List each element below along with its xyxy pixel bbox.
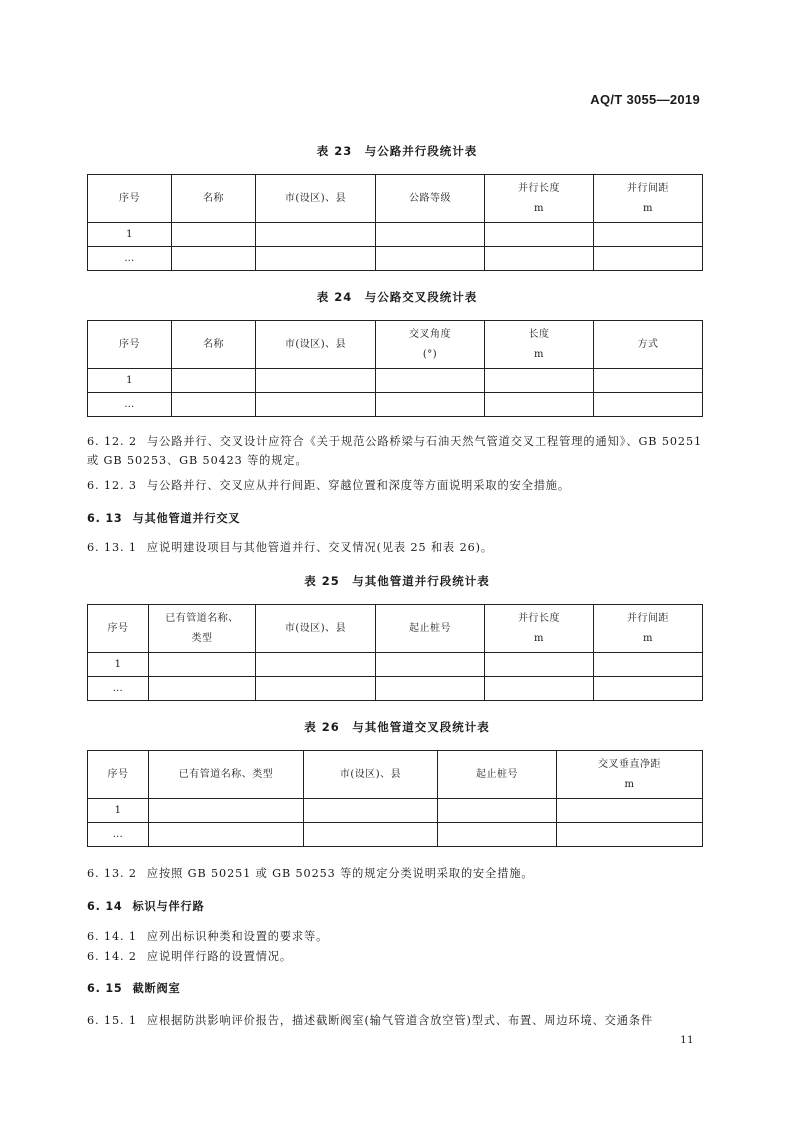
cell: [256, 677, 376, 701]
cell: [256, 369, 376, 393]
table-26-caption: 表 26 与其他管道交叉段统计表: [304, 720, 490, 734]
header-cell: 名称: [172, 321, 256, 369]
table-row: [88, 677, 703, 701]
cell: [304, 799, 438, 823]
cell: 1: [88, 223, 172, 247]
cell: [376, 247, 485, 271]
header-cell: 并行长度 m: [485, 605, 594, 653]
cell: [557, 823, 703, 847]
cell: [485, 223, 594, 247]
header-cell: 已有管道名称、 类型: [149, 605, 256, 653]
cell: [172, 393, 256, 417]
table-26: [87, 750, 703, 847]
table-25-caption: 表 25 与其他管道并行段统计表: [304, 574, 490, 588]
header-cell: 公路等级: [376, 175, 485, 223]
cell: [149, 799, 304, 823]
cell: [376, 223, 485, 247]
table-row: [88, 799, 703, 823]
header-cell: 交叉角度 (°): [376, 321, 485, 369]
cell: [256, 653, 376, 677]
header-cell: 名称: [172, 175, 256, 223]
cell: [256, 393, 376, 417]
table-row: [88, 247, 703, 271]
table-row: [88, 823, 703, 847]
header-cell: 方式: [594, 321, 703, 369]
header-cell: 市(设区)、县: [304, 751, 438, 799]
header-cell: 起止桩号: [438, 751, 557, 799]
header-cell: 已有管道名称、类型: [149, 751, 304, 799]
header-cell: 起止桩号: [376, 605, 485, 653]
header-cell: 市(设区)、县: [256, 321, 376, 369]
cell: [594, 223, 703, 247]
header-cell: 序号: [88, 605, 149, 653]
cell: [485, 653, 594, 677]
cell: 1: [88, 799, 149, 823]
header-cell: 并行长度 m: [485, 175, 594, 223]
cell: [256, 247, 376, 271]
header-cell: 序号: [88, 321, 172, 369]
table-header-row: [88, 175, 703, 223]
section-6-14-heading: 6. 14 标识与伴行路: [87, 900, 205, 913]
cell: [172, 369, 256, 393]
cell: 1: [88, 369, 172, 393]
cell: [172, 223, 256, 247]
table-23-caption: 表 23 与公路并行段统计表: [316, 144, 478, 158]
header-cell: 并行间距 m: [594, 175, 703, 223]
cell: [485, 247, 594, 271]
table-row: [88, 223, 703, 247]
paragraph-6-14-1: 6. 14. 1 应列出标识种类和设置的要求等。: [87, 930, 329, 943]
cell: …: [88, 393, 172, 417]
cell: [485, 393, 594, 417]
cell: [149, 823, 304, 847]
header-cell: 序号: [88, 751, 149, 799]
table-header-row: [88, 751, 703, 799]
paragraph-6-13-2: 6. 13. 2 应按照 GB 50251 或 GB 50253 等的规定分类说明采取的安全措施。: [87, 867, 534, 880]
cell: [594, 653, 703, 677]
paragraph-6-14-2: 6. 14. 2 应说明伴行路的设置情况。: [87, 950, 292, 963]
section-6-15-heading: 6. 15 截断阀室: [87, 982, 181, 995]
table-24: [87, 320, 703, 417]
cell: 1: [88, 653, 149, 677]
cell: [256, 223, 376, 247]
table-row: [88, 393, 703, 417]
table-25: [87, 604, 703, 701]
cell: [438, 799, 557, 823]
table-header-row: [88, 321, 703, 369]
paragraph-6-12-2: 6. 12. 2 与公路并行、交叉设计应符合《关于规范公路桥梁与石油天然气管道交叉工程管理的通知》、GB 50251 或 GB 50253、GB 50423 等的规定。: [87, 435, 702, 467]
header-cell: 长度 m: [485, 321, 594, 369]
header-cell: 序号: [88, 175, 172, 223]
table-header-row: [88, 605, 703, 653]
table-row: [88, 369, 703, 393]
header-cell: 市(设区)、县: [256, 605, 376, 653]
cell: [485, 677, 594, 701]
cell: [438, 823, 557, 847]
header-cell: 并行间距 m: [594, 605, 703, 653]
cell: [594, 247, 703, 271]
header-cell: 市(设区)、县: [256, 175, 376, 223]
table-row: [88, 653, 703, 677]
cell: [172, 247, 256, 271]
paragraph-6-13-1: 6. 13. 1 应说明建设项目与其他管道并行、交叉情况(见表 25 和表 26)。: [87, 541, 493, 554]
cell: …: [88, 677, 149, 701]
cell: [376, 677, 485, 701]
header-cell: 交叉垂直净距 m: [557, 751, 703, 799]
page-number: 11: [680, 1035, 694, 1046]
table-24-caption: 表 24 与公路交叉段统计表: [316, 290, 478, 304]
section-6-13-heading: 6. 13 与其他管道并行交叉: [87, 512, 241, 525]
cell: [149, 653, 256, 677]
cell: [594, 677, 703, 701]
paragraph-6-15-1: 6. 15. 1 应根据防洪影响评价报告，描述截断阀室(输气管道含放空管)型式、布置、周边环境、交通条件: [87, 1014, 654, 1027]
cell: [557, 799, 703, 823]
cell: [376, 393, 485, 417]
cell: [594, 393, 703, 417]
cell: …: [88, 247, 172, 271]
cell: [376, 653, 485, 677]
cell: …: [88, 823, 149, 847]
table-23: [87, 174, 703, 271]
cell: [304, 823, 438, 847]
paragraph-6-12-3: 6. 12. 3 与公路并行、交叉应从并行间距、穿越位置和深度等方面说明采取的安全措施。: [87, 479, 570, 492]
cell: [376, 369, 485, 393]
cell: [485, 369, 594, 393]
standard-code: AQ/T 3055—2019: [590, 92, 700, 107]
cell: [149, 677, 256, 701]
cell: [594, 369, 703, 393]
